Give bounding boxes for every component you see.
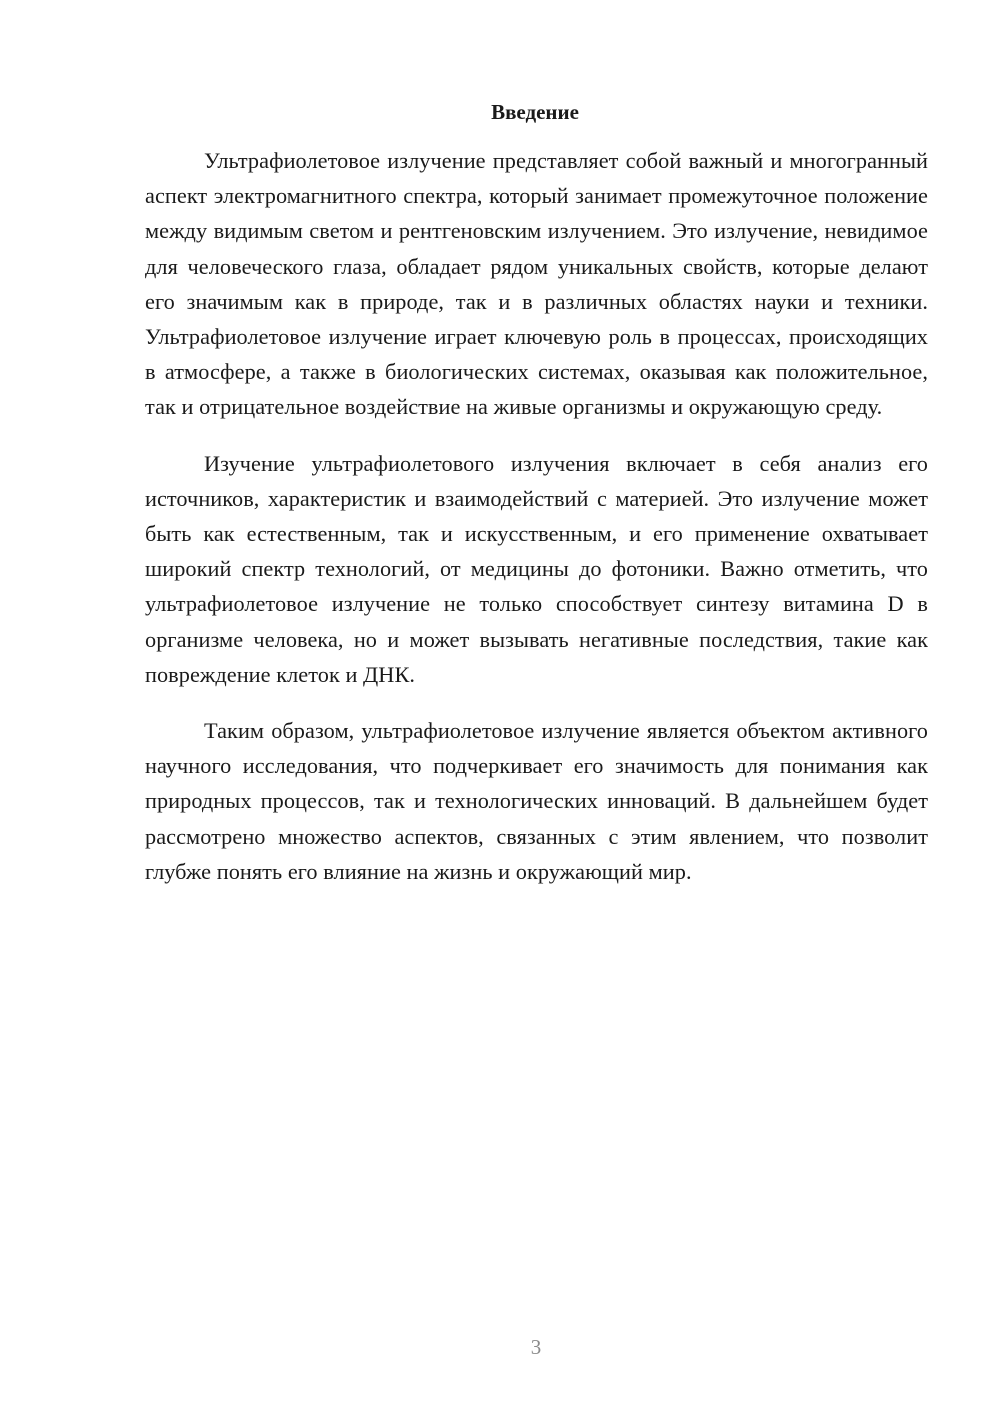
page-number: 3 bbox=[530, 1335, 542, 1359]
body-text bbox=[145, 143, 928, 910]
paragraph-study: Изучение ультрафиолетового излучения включает в себя анализ его источников, характеристик и взаимодействий с материей. Это излучение может быть как естественным, так и искусственным, и его применение охватывает широкий спектр технологий, от медицины до фотоники. Важно отметить, что ультрафиолетовое излучение не только способствует синтезу витамина D в организме человека, но и может вызывать негативные последствия, такие как повреждение клеток и ДНК. bbox=[145, 450, 928, 687]
paragraph-intro: Ультрафиолетовое излучение представляет собой важный и многогранный аспект электромагнитного спектра, который занимает промежуточное положение между видимым светом и рентгеновским излучением. Это излучение, невидимое для человеческого глаза, обладает рядом уникальных свойств, которые делают его значимым как в природе, так и в различных областях науки и техники. Ультрафиолетовое излучение играет ключевую роль в процессах, происходящих в атмосфере, а также в биологических системах, оказывая как положительное, так и отрицательное воздействие на живые организмы и окружающую среду. bbox=[145, 148, 928, 420]
section-title: Введение bbox=[491, 100, 579, 124]
paragraph-conclusion: Таким образом, ультрафиолетовое излучение является объектом активного научного исследования, что подчеркивает его значимость для понимания как природных процессов, так и технологических инноваций. В дальнейшем будет рассмотрено множество аспектов, связанных с этим явлением, что позволит глубже понять его влияние на жизнь и окружающий мир. bbox=[145, 718, 928, 884]
